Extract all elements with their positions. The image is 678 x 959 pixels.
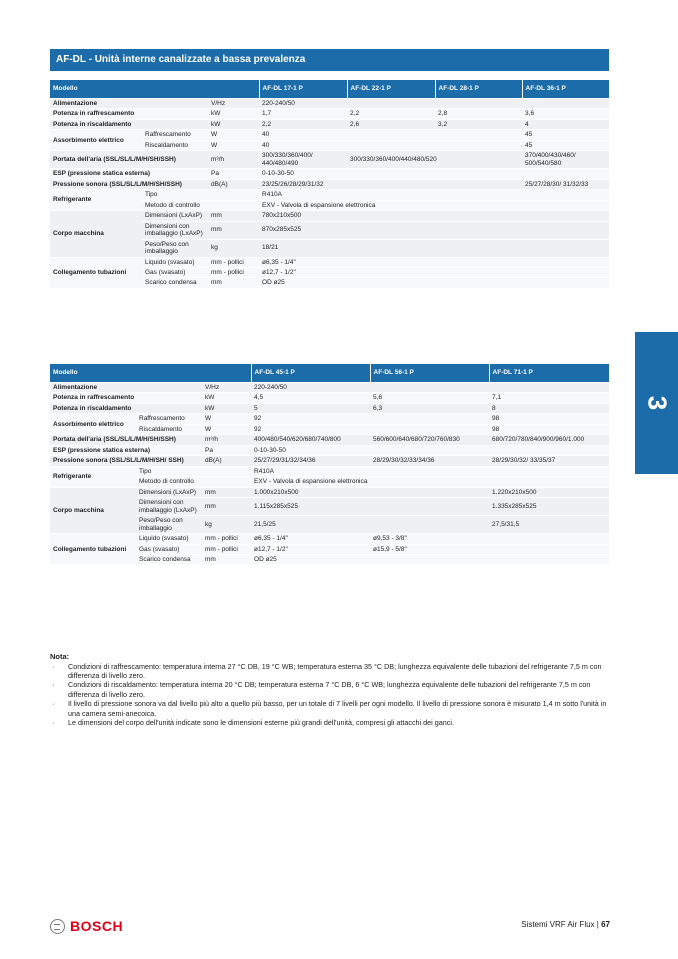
cell: 220-240/50 — [259, 99, 609, 109]
row-label: Corpo macchina — [50, 487, 136, 533]
header-col: AF-DL 28-1 P — [435, 80, 522, 99]
row-unit: mm - pollici — [202, 534, 251, 544]
table-row — [50, 109, 609, 119]
row-sublabel: Raffrescamento — [142, 130, 208, 140]
row-unit: dB(A) — [202, 456, 251, 466]
cell: 25/27/29/31/32/34/36 — [251, 456, 370, 466]
table-row — [50, 445, 609, 455]
cell: 1.220x210x500 — [489, 487, 609, 497]
table-row — [50, 211, 609, 221]
row-unit: W — [208, 130, 259, 140]
cell: 2,2 — [347, 109, 435, 119]
cell: 4 — [522, 119, 609, 129]
spec-table-2 — [50, 364, 609, 565]
row-label: ESP (pressione statica esterna) — [50, 445, 202, 455]
table-row — [50, 456, 609, 466]
row-sublabel: Raffrescamento — [136, 414, 202, 424]
row-label: Portata dell'aria (SSL/SL/L/M/H/SH/SSH) — [50, 435, 202, 445]
row-sublabel: Metodo di controllo — [136, 477, 202, 487]
cell: 40 — [259, 140, 522, 150]
cell: 28/29/30/32/ 33/35/37 — [489, 456, 609, 466]
header-col: AF-DL 45-1 P — [251, 364, 370, 383]
cell: 0-10-30-50 — [259, 169, 609, 179]
note-item: · Condizioni di riscaldamento: temperatura interna 20 °C DB; temperatura esterna 7 °C DB, 6 °C WB; lunghezza equivalente delle tubazioni del refrigerante 7,5 m con differenza di livello zero. — [50, 680, 610, 699]
row-sublabel: Metodo di controllo — [142, 200, 208, 210]
table-row — [50, 414, 609, 424]
cell: 21,5/25 — [251, 516, 489, 534]
cell: 2,2 — [259, 119, 347, 129]
row-unit: W — [208, 140, 259, 150]
cell: EXV - Valvola di espansione elettronica — [251, 477, 609, 487]
row-unit: kW — [208, 119, 259, 129]
cell: 8 — [489, 403, 609, 413]
cell: 92 — [251, 424, 489, 434]
row-unit: mm - pollici — [208, 257, 259, 267]
table-row — [50, 257, 609, 267]
row-label: Alimentazione — [50, 383, 202, 393]
bosch-logo — [50, 917, 123, 935]
cell: 45 — [522, 140, 609, 150]
cell: 220-240/50 — [251, 383, 609, 393]
row-label: Assorbimento elettrico — [50, 130, 142, 151]
header-col: AF-DL 36-1 P — [522, 80, 609, 99]
notes — [50, 652, 610, 727]
table-row — [50, 130, 609, 140]
row-unit: m³/h — [202, 435, 251, 445]
row-unit: mm - pollici — [202, 544, 251, 554]
page-footer — [521, 920, 610, 929]
row-unit: kW — [202, 393, 251, 403]
cell: 1.115x285x525 — [251, 498, 489, 516]
cell: 560/600/640/680/720/760/830 — [370, 435, 489, 445]
footer-separator: | — [596, 920, 599, 929]
cell: 1,7 — [259, 109, 347, 119]
row-sublabel: Tipo — [136, 466, 202, 476]
table-header — [50, 364, 609, 383]
table-row — [50, 534, 609, 544]
row-label: Refrigerante — [50, 190, 142, 211]
header-col: AF-DL 22-1 P — [347, 80, 435, 99]
row-label: Collegamento tubazioni — [50, 257, 142, 288]
cell: 370/400/430/460/ 500/540/580 — [522, 151, 609, 169]
cell: 2,8 — [435, 109, 522, 119]
cell: 680/720/780/840/900/960/1.000 — [489, 435, 609, 445]
footer-section: Sistemi VRF Air Flux — [521, 920, 595, 929]
cell: 3,6 — [522, 109, 609, 119]
row-unit: Pa — [208, 169, 259, 179]
cell: 6,3 — [370, 403, 489, 413]
row-sublabel: Dimensioni con imballaggio (LxAxP) — [142, 221, 208, 239]
cell: ø15,9 - 5/8" — [370, 544, 609, 554]
cell: 1.000x210x500 — [251, 487, 489, 497]
row-label: ESP (pressione statica esterna) — [50, 169, 208, 179]
row-sublabel: Tipo — [142, 190, 208, 200]
note-item: · Il livello di pressione sonora va dal livello più alto a quello più basso, per un totale di 7 livelli per ogni modello. Il livello di pressione sonora è misurato 1,4 m sotto l'unità in una camera semi-anecoica. — [50, 699, 610, 718]
cell: 4,5 — [251, 393, 370, 403]
cell: EXV - Valvola di espansione elettronica — [259, 200, 609, 210]
row-unit: mm - pollici — [208, 267, 259, 277]
bosch-armature-icon — [50, 919, 65, 934]
cell: OD ø25 — [259, 278, 609, 288]
cell: 28/29/30/32/33/34/36 — [370, 456, 489, 466]
row-label: Potenza in raffrescamento — [50, 109, 208, 119]
cell: 23/25/26/28/29/31/32 — [259, 179, 522, 189]
cell: 27,5/31,5 — [489, 516, 609, 534]
row-unit: Pa — [202, 445, 251, 455]
cell: 5,6 — [370, 393, 489, 403]
row-sublabel: Peso/Peso con imballaggio — [136, 516, 202, 534]
table-row — [50, 179, 609, 189]
row-sublabel: Liquido (svasato) — [142, 257, 208, 267]
row-unit: V/Hz — [208, 99, 259, 109]
row-sublabel: Peso/Peso con imballaggio — [142, 239, 208, 257]
row-unit: dB(A) — [208, 179, 259, 189]
cell: 25/27/28/30/ 31/32/33 — [522, 179, 609, 189]
row-sublabel: Dimensioni (LxAxP) — [136, 487, 202, 497]
cell: 0-10-30-50 — [251, 445, 609, 455]
row-sublabel: Gas (svasato) — [142, 267, 208, 277]
cell: R410A — [259, 190, 609, 200]
header-col: AF-DL 71-1 P — [489, 364, 609, 383]
cell: ø6,35 - 1/4" — [251, 534, 370, 544]
cell: 40 — [259, 130, 522, 140]
table-row — [50, 119, 609, 129]
row-unit: kg — [202, 516, 251, 534]
row-label: Pressione sonora (SSL/SL/L/M/H/SH/SSH) — [50, 179, 208, 189]
header-model: Modello — [50, 364, 251, 383]
table-row — [50, 383, 609, 393]
row-sublabel: Scarico condensa — [136, 554, 202, 564]
cell: 7,1 — [489, 393, 609, 403]
note-item: · Le dimensioni del corpo dell'unità indicate sono le dimensioni esterne più grandi dell'unità, compresi gli attacchi dei ganci. — [50, 718, 610, 727]
table-row — [50, 403, 609, 413]
section-title: AF-DL - Unità interne canalizzate a bassa prevalenza — [50, 49, 609, 71]
cell: 98 — [489, 414, 609, 424]
row-sublabel: Scarico condensa — [142, 278, 208, 288]
row-label: Potenza in raffrescamento — [50, 393, 202, 403]
cell: ø12,7 - 1/2" — [251, 544, 370, 554]
cell: ø6,35 - 1/4" — [259, 257, 609, 267]
cell: R410A — [251, 466, 609, 476]
row-unit: W — [202, 414, 251, 424]
row-label: Portata dell'aria (SSL/SL/L/M/H/SH/SSH) — [50, 151, 208, 169]
row-sublabel: Riscaldamento — [142, 140, 208, 150]
row-label: Refrigerante — [50, 466, 136, 487]
cell: 400/480/540/620/680/740/800 — [251, 435, 370, 445]
table-row — [50, 99, 609, 109]
cell: 870x285x525 — [259, 221, 609, 239]
row-unit: kW — [208, 109, 259, 119]
row-unit: mm — [208, 211, 259, 221]
row-unit: mm — [202, 554, 251, 564]
table-row — [50, 435, 609, 445]
row-unit: mm — [202, 498, 251, 516]
cell: 1.335x285x525 — [489, 498, 609, 516]
row-label: Alimentazione — [50, 99, 208, 109]
cell: OD ø25 — [251, 554, 609, 564]
header-model: Modello — [50, 80, 259, 99]
row-sublabel: Dimensioni (LxAxP) — [142, 211, 208, 221]
cell: 18/21 — [259, 239, 609, 257]
cell: ø12,7 - 1/2" — [259, 267, 609, 277]
row-unit: m³/h — [208, 151, 259, 169]
note-item: · Condizioni di raffrescamento: temperatura interna 27 °C DB, 19 °C WB; temperatura esterna 35 °C DB; lunghezza equivalente delle tubazioni del refrigerante 7,5 m con differenza di livello zero. — [50, 662, 610, 681]
table-row — [50, 169, 609, 179]
row-sublabel: Dimensioni con imballaggio (LxAxP) — [136, 498, 202, 516]
row-unit: V/Hz — [202, 383, 251, 393]
table-row — [50, 190, 609, 200]
cell: 300/330/360/400/ 440/480/490 — [259, 151, 347, 169]
header-col: AF-DL 17-1 P — [259, 80, 347, 99]
table-row — [50, 466, 609, 476]
cell: 780x210x500 — [259, 211, 609, 221]
chapter-tab — [635, 332, 678, 474]
row-label: Pressione sonora (SSL/SL/L/M/H/SH/ SSH) — [50, 456, 202, 466]
cell: 92 — [251, 414, 489, 424]
row-label: Potenza in riscaldamento — [50, 403, 202, 413]
chapter-number: 3 — [642, 395, 672, 411]
row-unit: kW — [202, 403, 251, 413]
cell: 5 — [251, 403, 370, 413]
row-label: Assorbimento elettrico — [50, 414, 136, 435]
cell: 2,6 — [347, 119, 435, 129]
page-number: 67 — [601, 920, 610, 929]
spec-table-1 — [50, 80, 609, 289]
cell: 45 — [522, 130, 609, 140]
row-label: Corpo macchina — [50, 211, 142, 257]
cell: 300/330/360/400/440/480/520 — [347, 151, 522, 169]
row-label: Potenza in riscaldamento — [50, 119, 208, 129]
row-unit: mm — [202, 487, 251, 497]
row-sublabel: Riscaldamento — [136, 424, 202, 434]
header-col: AF-DL 56-1 P — [370, 364, 489, 383]
row-unit: W — [202, 424, 251, 434]
cell: 98 — [489, 424, 609, 434]
row-unit: kg — [208, 239, 259, 257]
row-sublabel: Gas (svasato) — [136, 544, 202, 554]
row-label: Collegamento tubazioni — [50, 534, 136, 565]
table-header — [50, 80, 609, 99]
brand-name: BOSCH — [70, 918, 124, 934]
cell: 3,2 — [435, 119, 522, 129]
table-row — [50, 393, 609, 403]
row-unit: mm — [208, 221, 259, 239]
table-row — [50, 151, 609, 169]
cell: ø9,53 - 3/8" — [370, 534, 609, 544]
row-sublabel: Liquido (svasato) — [136, 534, 202, 544]
row-unit: mm — [208, 278, 259, 288]
notes-title: Nota: — [50, 652, 70, 661]
table-row — [50, 487, 609, 497]
